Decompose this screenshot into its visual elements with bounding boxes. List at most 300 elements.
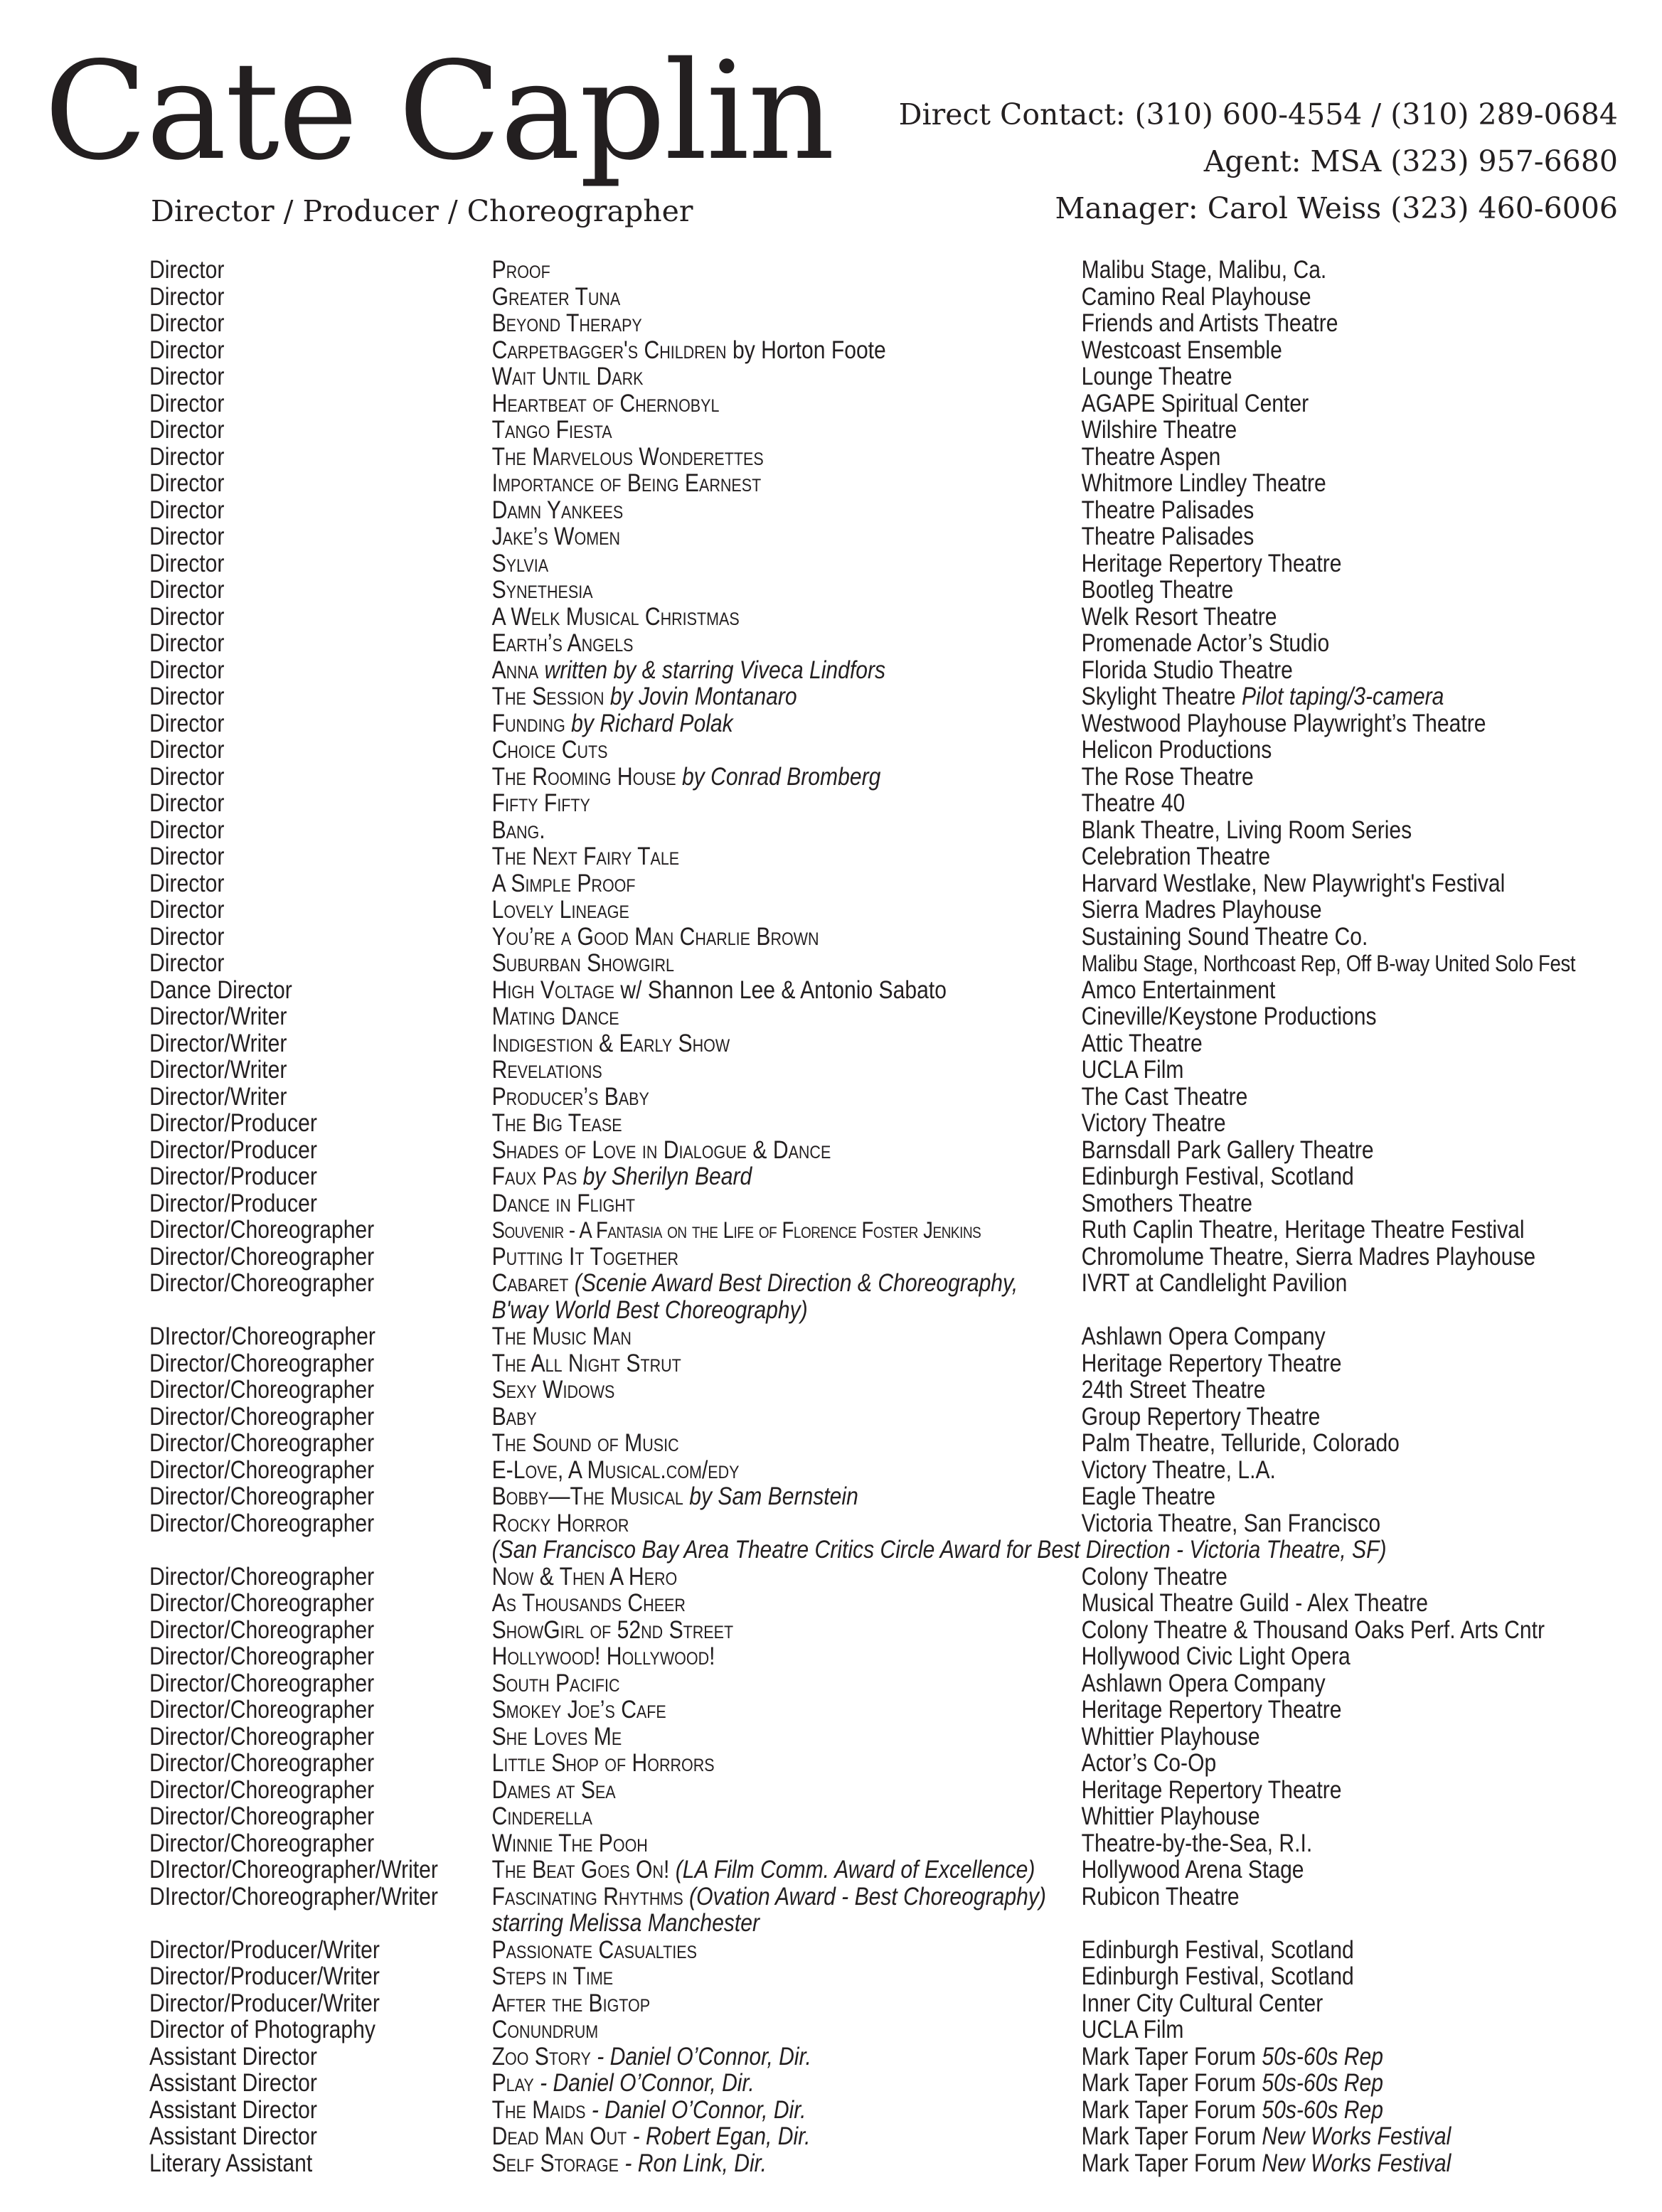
credit-venue-cell <box>1082 737 1272 764</box>
credit-title-cell <box>492 2016 1082 2043</box>
credit-venue: Theatre Aspen <box>1081 442 1221 471</box>
credit-note: (LA Film Comm. Award of Excellence) <box>675 1856 1035 1884</box>
credit-title: The All Night Strut <box>491 1349 681 1377</box>
credit-title: Greater Tuna <box>491 282 621 311</box>
credit-venue: Theatre Palisades <box>1081 523 1255 550</box>
credit-role: Director/Choreographer <box>149 1589 375 1617</box>
credit-venue-cell <box>1082 1803 1260 1830</box>
credit-role: Director <box>149 683 225 710</box>
credit-venue: Palm Theatre, Telluride, Colorado <box>1081 1429 1400 1457</box>
credit-title: The Marvelous Wonderettes <box>491 442 764 471</box>
credit-row <box>149 1404 1434 1431</box>
credit-title-cell <box>492 1377 1082 1404</box>
credit-venue-cell <box>1082 1483 1216 1510</box>
credit-title-cell <box>492 2097 1082 2124</box>
credit-title-cell <box>492 950 1082 977</box>
credit-venue: Celebration Theatre <box>1081 843 1271 870</box>
credit-role: Director/Writer <box>149 1003 287 1030</box>
credit-venue-cell <box>1082 1617 1545 1644</box>
credit-role: Director/Choreographer <box>149 1429 375 1457</box>
credit-venue-cell <box>1082 870 1506 897</box>
credit-title: She Loves Me <box>491 1722 622 1751</box>
credit-venue: Heritage Repertory Theatre <box>1081 549 1342 577</box>
credit-title: Earth’s Angels <box>491 629 634 657</box>
credit-title-cell <box>492 1190 1082 1217</box>
award-note: (San Francisco Bay Area Theatre Critics Circle Award for Best Direction - Victoria Theatre, SF) <box>491 1536 1387 1564</box>
credit-venue: Edinburgh Festival, Scotland <box>1081 1962 1354 1990</box>
credit-venue: Musical Theatre Guild - Alex Theatre <box>1081 1589 1429 1617</box>
credit-role: Director/Choreographer <box>149 1775 375 1804</box>
contact-direct: Direct Contact: (310) 600-4554 / (310) 289-0684 <box>898 97 1618 132</box>
credit-title-cell <box>492 2043 1082 2071</box>
credit-row <box>149 1030 1434 1057</box>
credit-venue: Theatre Palisades <box>1081 496 1255 524</box>
credit-role: Director <box>149 789 225 817</box>
credit-venue: Barnsdall Park Gallery Theatre <box>1081 1136 1374 1164</box>
credit-venue: Mark Taper Forum <box>1081 2149 1256 2177</box>
credit-title: Anna <box>491 656 539 684</box>
credit-row <box>149 2043 1434 2071</box>
credit-venue: Wilshire Theatre <box>1081 416 1237 444</box>
credit-title-cell <box>492 1670 1082 1697</box>
credit-role: Director <box>149 416 225 444</box>
credit-venue-cell <box>1082 710 1486 737</box>
credit-venue-cell <box>1082 2016 1184 2043</box>
credit-venue: Group Repertory Theatre <box>1081 1402 1321 1431</box>
credit-title-cell <box>492 817 1082 844</box>
credit-title-cell <box>492 1564 1082 1591</box>
credit-venue-cell <box>1082 284 1311 311</box>
credit-row <box>149 257 1434 284</box>
credit-row <box>149 1750 1434 1777</box>
credit-venue-cell <box>1082 310 1338 337</box>
credit-venue-cell <box>1082 1057 1184 1084</box>
contact-manager: Manager: Carol Weiss (323) 460-6006 <box>1055 191 1618 225</box>
credit-venue: Attic Theatre <box>1081 1029 1203 1057</box>
credit-row <box>149 977 1434 1004</box>
credit-title-cell <box>492 1084 1082 1111</box>
credit-title: Rocky Horror <box>491 1509 629 1537</box>
credit-venue: Mark Taper Forum <box>1081 2069 1256 2097</box>
credit-venue: Florida Studio Theatre <box>1081 656 1293 684</box>
credit-venue: Camino Real Playhouse <box>1081 282 1311 311</box>
credit-role: Director <box>149 549 225 577</box>
credit-venue: Ashlawn Opera Company <box>1081 1669 1326 1697</box>
credit-venue: Actor’s Co-Op <box>1081 1749 1217 1777</box>
credit-title: A Welk Musical Christmas <box>491 602 740 631</box>
credit-title: Bobby—The Musical <box>491 1482 683 1510</box>
credit-venue-cell <box>1082 523 1255 550</box>
credit-role: Director/Choreographer <box>149 1615 375 1644</box>
credit-title-cell <box>492 1030 1082 1057</box>
credit-title: Conundrum <box>491 2016 599 2043</box>
credit-title: E-Love, A Musical.com/edy <box>491 1455 740 1484</box>
credit-note: - Robert Egan, Dir. <box>632 2122 811 2150</box>
resume-name: Cate Caplin <box>44 33 834 190</box>
credit-venue-cell <box>1082 1777 1342 1804</box>
credit-venue-cell <box>1082 1110 1226 1137</box>
credit-title: Winnie The Pooh <box>491 1829 648 1857</box>
credit-role: DIrector/Choreographer/Writer <box>149 1882 438 1911</box>
credit-role: Director <box>149 469 225 497</box>
credit-row <box>149 1163 1434 1190</box>
credit-venue: IVRT at Candlelight Pavilion <box>1081 1269 1348 1297</box>
credit-venue-cell <box>1082 2123 1451 2150</box>
credit-title-cell <box>492 470 1082 497</box>
credit-venue: Westwood Playhouse Playwright’s Theatre <box>1081 709 1486 737</box>
credit-title: Dames at Sea <box>491 1775 616 1804</box>
credit-title-cell <box>492 1750 1082 1777</box>
credit-title-cell <box>492 1830 1082 1857</box>
credit-venue-cell <box>1082 683 1444 710</box>
credit-row <box>149 1377 1434 1404</box>
credit-venue-cell <box>1082 764 1254 791</box>
credit-title: Baby <box>491 1402 537 1431</box>
credit-role: Director/Choreographer <box>149 1562 375 1591</box>
credit-role: Director/Producer <box>149 1163 317 1190</box>
credit-row <box>149 1430 1434 1457</box>
credit-venue: Blank Theatre, Living Room Series <box>1081 816 1412 844</box>
credit-title-cell <box>492 1110 1082 1137</box>
credit-venue-cell <box>1082 1323 1326 1350</box>
credit-title-cell <box>492 390 1082 417</box>
credit-title: Steps in Time <box>491 1962 614 1990</box>
credit-row <box>149 390 1434 417</box>
credit-venue: Heritage Repertory Theatre <box>1081 1696 1342 1724</box>
credit-role: Director <box>149 922 225 951</box>
credit-role: Director <box>149 309 225 337</box>
credit-role: Assistant Director <box>149 2095 317 2124</box>
credit-venue-note: 50s-60s Rep <box>1262 2069 1384 2097</box>
credit-row <box>149 630 1434 657</box>
credit-role: Director/Producer <box>149 1189 317 1217</box>
credit-role: Director <box>149 736 225 764</box>
credit-role: Assistant Director <box>149 2069 317 2097</box>
credit-row <box>149 1216 1525 1244</box>
credit-role: Director/Choreographer <box>149 1216 375 1244</box>
credit-venue-cell <box>1082 1217 1525 1244</box>
credit-row <box>149 1057 1434 1084</box>
credit-title: The Maids <box>491 2095 586 2124</box>
credit-role: Director <box>149 629 225 657</box>
credit-note: by Richard Polak <box>571 709 733 737</box>
credit-title: Shades of Love in Dialogue & Dance <box>491 1136 831 1164</box>
credit-venue: Ashlawn Opera Company <box>1081 1323 1326 1350</box>
credit-row <box>149 1697 1434 1724</box>
credit-venue-cell <box>1082 1030 1203 1057</box>
credit-venue-cell <box>1082 1937 1354 1964</box>
credit-title: Heartbeat of Chernobyl <box>491 389 720 417</box>
credit-note: written by & starring Viveca Lindfors <box>544 656 886 684</box>
credit-note: by Conrad Bromberg <box>681 762 881 791</box>
credits-table <box>149 256 1576 2177</box>
credit-venue: Smothers Theatre <box>1081 1189 1253 1217</box>
credit-row <box>149 2097 1434 2124</box>
credit-role: DIrector/Choreographer/Writer <box>149 1856 438 1884</box>
credit-row <box>149 897 1434 924</box>
credit-venue: Edinburgh Festival, Scotland <box>1081 1935 1354 1964</box>
credit-role: Director/Producer <box>149 1136 317 1164</box>
credit-role: Director <box>149 762 225 791</box>
credit-title: Fascinating Rhythms <box>491 1882 683 1911</box>
credit-row <box>149 817 1434 844</box>
credit-title-cell <box>492 1884 1082 1937</box>
credit-venue: 24th Street Theatre <box>1081 1376 1266 1404</box>
credit-title: The Sound of Music <box>491 1429 679 1457</box>
credit-row <box>149 363 1434 390</box>
credit-venue: Hollywood Arena Stage <box>1081 1856 1304 1884</box>
credit-venue: Chromolume Theatre, Sierra Madres Playhouse <box>1081 1242 1536 1271</box>
credit-role: Director/Choreographer <box>149 1482 375 1510</box>
credit-title: Synethesia <box>491 576 593 604</box>
credit-venue-note: New Works Festival <box>1262 2149 1451 2177</box>
credit-role: Director <box>149 496 225 524</box>
credit-title: Cabaret <box>491 1269 569 1297</box>
credit-role: Director <box>149 363 225 390</box>
credit-role: Director <box>149 709 225 737</box>
credit-venue: Inner City Cultural Center <box>1081 1989 1323 2017</box>
credit-role: Director/Choreographer <box>149 1269 375 1297</box>
credit-title-cell <box>492 337 1082 364</box>
credit-venue-cell <box>1082 977 1276 1004</box>
credit-note: by Horton Foote <box>732 336 886 364</box>
credit-title: The Session <box>491 683 604 710</box>
credit-title-cell <box>492 843 1082 870</box>
credit-venue-cell <box>1082 1884 1240 1937</box>
credit-role: Director/Choreographer <box>149 1696 375 1724</box>
credit-title: Damn Yankees <box>491 496 624 524</box>
credit-title-cell <box>492 683 1082 710</box>
credit-venue-cell <box>1082 657 1293 684</box>
credit-role: Director <box>149 282 225 311</box>
credit-venue-cell <box>1082 337 1282 364</box>
credit-venue-cell <box>1082 1830 1313 1857</box>
contact-block <box>899 91 1618 232</box>
credit-venue: Mark Taper Forum <box>1081 2122 1256 2150</box>
credit-role: Director <box>149 656 225 684</box>
credit-venue: Victory Theatre <box>1081 1109 1226 1137</box>
credit-venue: Victory Theatre, L.A. <box>1081 1455 1276 1484</box>
credit-title: Souvenir - A Fantasia on the Life of Florence Foster Jenkins <box>491 1217 981 1243</box>
credit-title-cell <box>492 497 1082 524</box>
credit-title-cell <box>492 1057 1082 1084</box>
credit-venue: Whitmore Lindley Theatre <box>1081 469 1326 497</box>
credit-row <box>149 1564 1434 1591</box>
credit-title: Producer’s Baby <box>491 1082 649 1111</box>
credit-title-cell <box>492 284 1082 311</box>
credit-title: Cinderella <box>491 1802 592 1830</box>
credit-venue: Theatre 40 <box>1081 789 1186 817</box>
credit-row <box>149 1510 1434 1564</box>
credit-title: Carpetbagger's Children <box>491 336 727 364</box>
credit-title-cell <box>492 1777 1082 1804</box>
credit-title-cell <box>492 1350 1082 1377</box>
credit-row <box>149 1242 1536 1271</box>
credit-venue-note: Pilot taping/3-camera <box>1241 683 1444 710</box>
credit-row <box>149 737 1434 764</box>
credit-role: Assistant Director <box>149 2122 317 2150</box>
credit-row <box>149 1803 1434 1830</box>
credit-title: South Pacific <box>491 1669 620 1697</box>
credit-title: Hollywood! Hollywood! <box>491 1642 715 1670</box>
credit-note-line2: B'way World Best Choreography) <box>491 1295 808 1324</box>
credit-title-cell <box>492 630 1082 657</box>
credit-role: Director/Producer/Writer <box>149 1962 380 1990</box>
credit-title: Bang. <box>491 816 545 844</box>
credit-venue-cell <box>1082 604 1277 631</box>
credit-title-cell <box>492 1244 1082 1271</box>
credit-row <box>149 843 1434 870</box>
credit-row <box>149 1830 1434 1857</box>
credit-venue: UCLA Film <box>1081 1056 1184 1084</box>
credit-title-cell <box>492 1217 1082 1244</box>
credit-venue: Mark Taper Forum <box>1081 2042 1256 2071</box>
credit-venue-cell <box>1082 1377 1266 1404</box>
credit-title: Play <box>491 2069 534 2097</box>
credit-venue: Mark Taper Forum <box>1081 2095 1256 2124</box>
credit-title-cell <box>492 737 1082 764</box>
credit-venue: Lounge Theatre <box>1081 363 1232 390</box>
credit-venue-cell <box>1082 1963 1354 1990</box>
credit-title-cell <box>492 604 1082 631</box>
credit-role: Director/Choreographer <box>149 1669 375 1697</box>
credit-note: - Daniel O’Connor, Dir. <box>540 2069 755 2097</box>
credit-venue-cell <box>1082 2097 1383 2124</box>
credit-note-line2: starring Melissa Manchester <box>491 1909 760 1937</box>
credit-venue: Edinburgh Festival, Scotland <box>1081 1163 1354 1190</box>
credit-title-cell <box>492 1643 1082 1670</box>
credit-title: Putting It Together <box>491 1242 679 1271</box>
credit-title: Proof <box>491 256 550 284</box>
credit-title: The Beat Goes On! <box>491 1856 670 1884</box>
credit-title: Choice Cuts <box>491 736 608 764</box>
credit-venue-cell <box>1082 470 1326 497</box>
credit-row <box>149 949 1576 977</box>
credit-title-cell <box>492 417 1082 444</box>
credit-venue-cell <box>1082 1510 1380 1564</box>
credit-title: Wait Until Dark <box>491 363 644 390</box>
credit-venue: The Rose Theatre <box>1081 762 1254 791</box>
credit-venue: Theatre-by-the-Sea, R.I. <box>1081 1829 1313 1857</box>
credit-row <box>149 604 1434 631</box>
credit-venue-note: 50s-60s Rep <box>1262 2042 1384 2071</box>
credit-role: Director <box>149 896 225 924</box>
credit-note: - Daniel O’Connor, Dir. <box>597 2042 811 2071</box>
credit-venue-cell <box>1082 630 1330 657</box>
credit-title: Beyond Therapy <box>491 309 642 337</box>
credit-venue-note: 50s-60s Rep <box>1262 2095 1384 2124</box>
credit-title-cell <box>492 1483 1082 1510</box>
credit-role: Director <box>149 336 225 364</box>
credit-row <box>149 550 1434 577</box>
credit-venue-note: New Works Festival <box>1262 2122 1451 2150</box>
credit-venue-cell <box>1082 1404 1321 1431</box>
contact-agent: Agent: MSA (323) 957-6680 <box>1203 144 1618 178</box>
credit-note: (Scenie Award Best Direction & Choreography, <box>574 1269 1018 1297</box>
credit-role: Director/Writer <box>149 1029 287 1057</box>
credit-row <box>149 1270 1434 1323</box>
credit-title: The Big Tease <box>491 1109 622 1137</box>
credit-title-cell <box>492 1803 1082 1830</box>
credit-row <box>149 1137 1434 1164</box>
credit-row <box>149 310 1434 337</box>
credit-title: Faux Pas <box>491 1163 577 1190</box>
credit-role: Director <box>149 816 225 844</box>
credit-note: by Sherilyn Beard <box>582 1163 752 1190</box>
credit-title: Little Shop of Horrors <box>491 1749 715 1777</box>
credit-venue: Colony Theatre & Thousand Oaks Perf. Arts Cntr <box>1081 1615 1545 1644</box>
credit-venue-cell <box>1082 1670 1326 1697</box>
credit-row <box>149 1856 1434 1884</box>
credit-role: Director <box>149 843 225 870</box>
credit-title-cell <box>492 764 1082 791</box>
credit-row <box>149 1990 1434 2017</box>
credit-title: You’re a Good Man Charlie Brown <box>491 922 819 951</box>
credit-row <box>149 764 1434 791</box>
credit-title-cell <box>492 710 1082 737</box>
credit-title: A Simple Proof <box>491 869 636 897</box>
credit-venue: Malibu Stage, Malibu, Ca. <box>1081 256 1327 284</box>
credit-venue: UCLA Film <box>1081 2016 1184 2043</box>
credit-row <box>149 1110 1434 1137</box>
credit-venue: Malibu Stage, Northcoast Rep, Off B-way United Solo Fest <box>1081 951 1576 976</box>
credit-venue-cell <box>1082 1430 1400 1457</box>
credit-venue: The Cast Theatre <box>1081 1082 1248 1111</box>
credit-venue: Harvard Westlake, New Playwright's Festival <box>1081 869 1506 897</box>
credit-venue-cell <box>1082 1697 1342 1724</box>
credit-row <box>149 683 1444 710</box>
credit-venue: Heritage Repertory Theatre <box>1081 1775 1342 1804</box>
credit-title: The Rooming House <box>491 762 676 791</box>
credit-venue-cell <box>1082 577 1234 604</box>
credit-role: Director/Producer <box>149 1109 317 1137</box>
credit-title-cell <box>492 1137 1082 1164</box>
credit-venue-cell <box>1082 1084 1248 1111</box>
credit-title: Sexy Widows <box>491 1376 615 1404</box>
credit-title-cell <box>492 1003 1082 1030</box>
credit-role: Director/Choreographer <box>149 1722 375 1751</box>
credit-row <box>149 1350 1434 1377</box>
credit-role: Dance Director <box>149 976 292 1004</box>
credit-row <box>149 577 1434 604</box>
credit-row <box>149 709 1486 737</box>
credit-role: Director/Choreographer <box>149 1802 375 1830</box>
credit-venue-cell <box>1082 950 1576 977</box>
credit-title: Indigestion & Early Show <box>491 1029 730 1057</box>
credit-row <box>149 1457 1434 1484</box>
credit-venue-cell <box>1082 444 1221 471</box>
credit-venue-cell <box>1082 1350 1342 1377</box>
credit-venue-cell <box>1082 1750 1217 1777</box>
credit-role: Director/Choreographer <box>149 1455 375 1484</box>
credit-title-cell <box>492 363 1082 390</box>
credit-title-cell <box>492 1404 1082 1431</box>
credit-title: As Thousands Cheer <box>491 1589 686 1617</box>
credit-row <box>149 2016 1434 2043</box>
credit-venue-cell <box>1082 1724 1260 1751</box>
credit-row <box>149 869 1506 897</box>
credit-title: Dead Man Out <box>491 2122 627 2150</box>
credit-title-cell <box>492 2123 1082 2150</box>
credit-role: Director of Photography <box>149 2016 375 2043</box>
credit-title: ShowGirl of 52nd Street <box>491 1615 734 1644</box>
credit-role: Director <box>149 869 225 897</box>
credit-venue-cell <box>1082 1590 1428 1617</box>
credit-venue-cell <box>1082 1244 1536 1271</box>
credit-venue: Cineville/Keystone Productions <box>1081 1003 1377 1030</box>
credit-row <box>149 1670 1434 1697</box>
credit-venue-cell <box>1082 1564 1227 1591</box>
